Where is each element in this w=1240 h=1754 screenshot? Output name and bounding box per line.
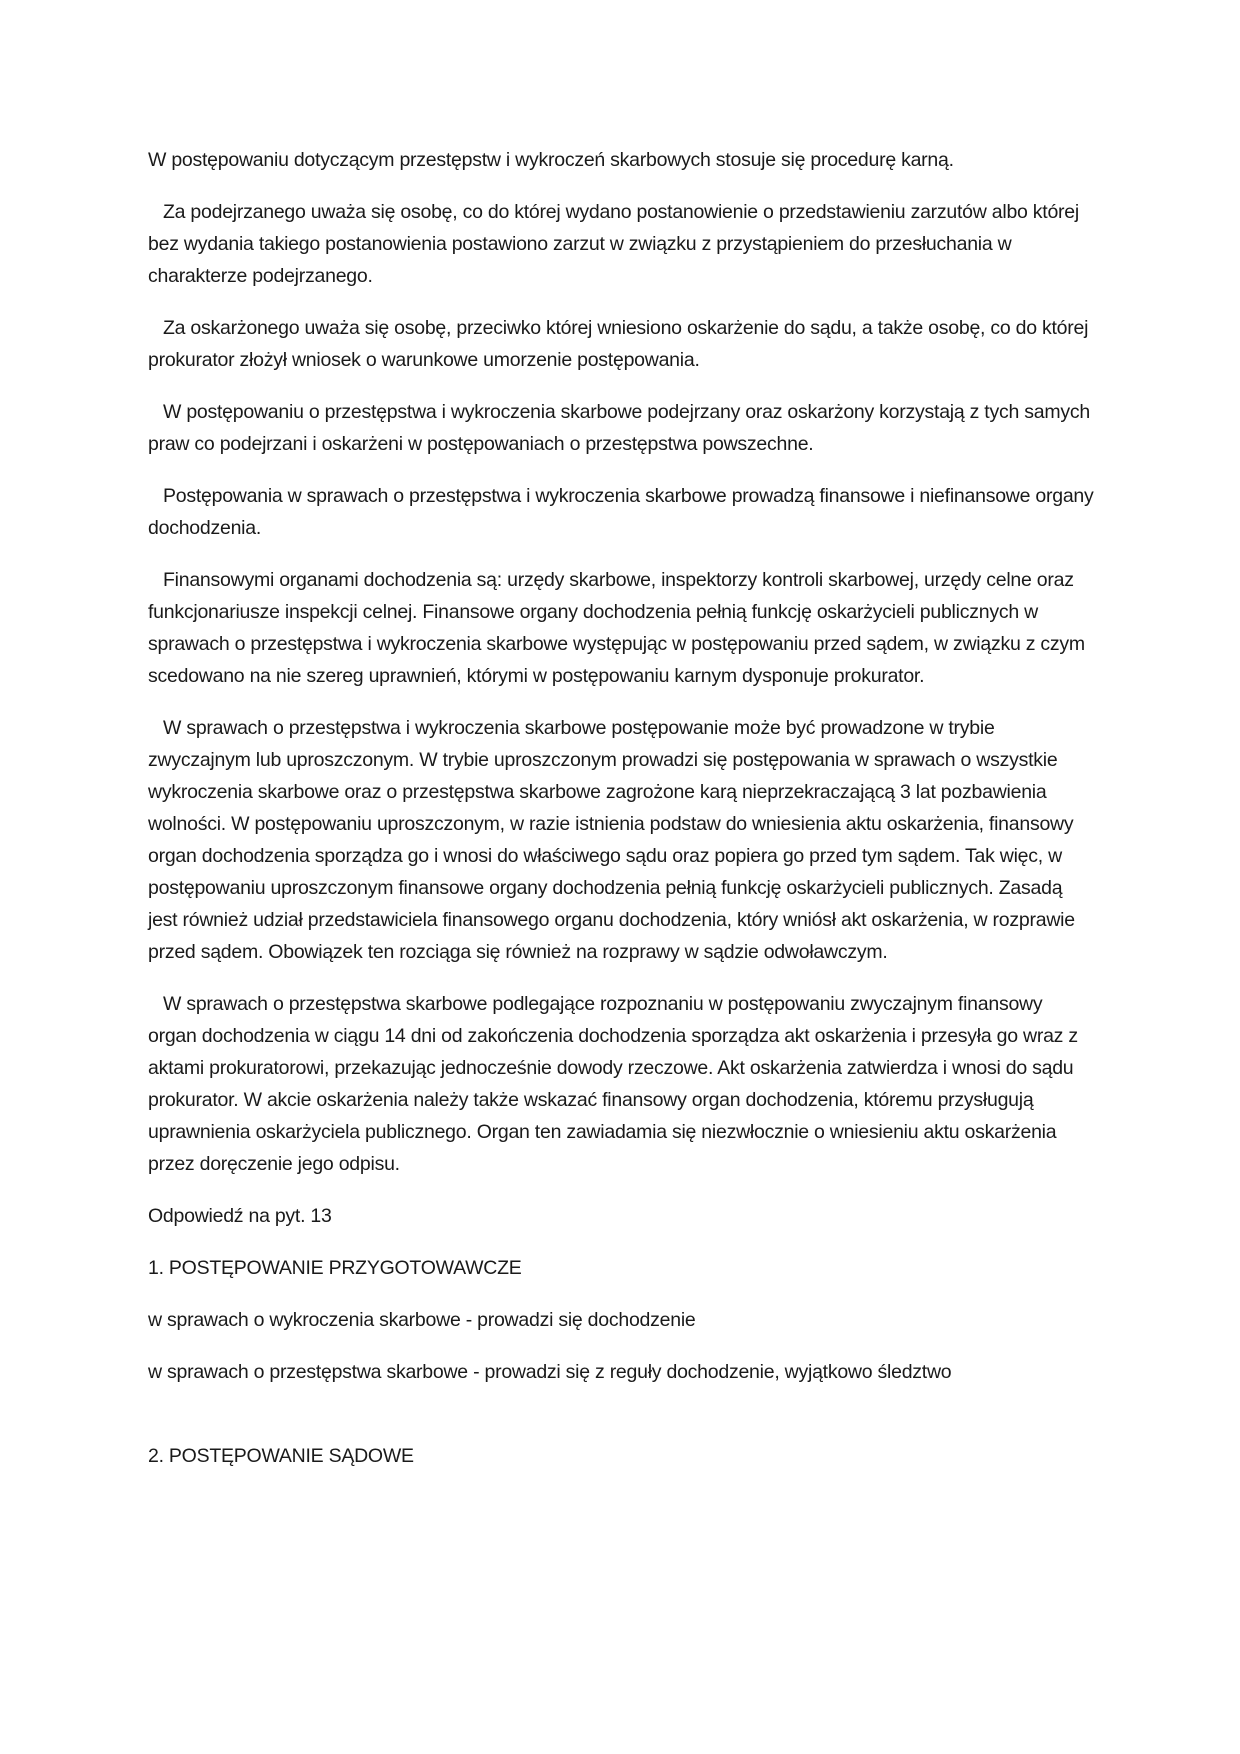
paragraph-financial-bodies: Finansowymi organami dochodzenia są: urzędy skarbowe, inspektorzy kontroli skarbowej, urzędy celne oraz funkcjonariusze inspekcji celnej. Finansowe organy dochodzenia pełnią funkcję oskarżycieli publicznych w sprawach o przestępstwa i wykroczenia skarbowe występując w postępowaniu przed sądem, w związku z czym scedowano na nie szereg uprawnień, którymi w postępowaniu karnym dysponuje prokurator.	[148, 569, 1085, 687]
section-heading-preparatory: 1. POSTĘPOWANIE PRZYGOTOWAWCZE	[148, 1257, 522, 1279]
paragraph-intro: W postępowaniu dotyczącym przestępstw i wykroczeń skarbowych stosuje się procedurę karną.	[148, 149, 954, 171]
paragraph-accused: Za oskarżonego uważa się osobę, przeciwko której wniesiono oskarżenie do sądu, a także osobę, co do której prokurator złożył wniosek o warunkowe umorzenie postępowania.	[148, 317, 1089, 371]
paragraph-suspect: Za podejrzanego uważa się osobę, co do której wydano postanowienie o przedstawieniu zarzutów albo której bez wydania takiego postanowienia postawiono zarzut w związku z przystąpieniem do przesłuchania w charakterze podejrzanego.	[148, 201, 1079, 287]
paragraph-simplified-procedure: W sprawach o przestępstwa i wykroczenia skarbowe postępowanie może być prowadzone w trybie zwyczajnym lub uproszczonym. W trybie uproszczonym prowadzi się postępowania w sprawach o wszystkie wykroczenia skarbowe oraz o przestępstwa skarbowe zagrożone karą nieprzekraczającą 3 lat pozbawienia wolności. W postępowaniu uproszczonym, w razie istnienia podstaw do wniesienia aktu oskarżenia, finansowy organ dochodzenia sporządza go i wnosi do właściwego sądu oraz popiera go przed tym sądem. Tak więc, w postępowaniu uproszczonym finansowe organy dochodzenia pełnią funkcję oskarżycieli publicznych. Zasadą jest również udział przedstawiciela finansowego organu dochodzenia, który wniósł akt oskarżenia, w rozprawie przed sądem. Obowiązek ten rozciąga się również na rozprawy w sądzie odwoławczym.	[148, 717, 1075, 963]
paragraph-rights: W postępowaniu o przestępstwa i wykroczenia skarbowe podejrzany oraz oskarżony korzystają z tych samych praw co podejrzani i oskarżeni w postępowaniach o przestępstwa powszechne.	[148, 401, 1090, 455]
list-item-offences: w sprawach o wykroczenia skarbowe - prowadzi się dochodzenie	[148, 1309, 696, 1331]
paragraph-ordinary-procedure: W sprawach o przestępstwa skarbowe podlegające rozpoznaniu w postępowaniu zwyczajnym finansowy organ dochodzenia w ciągu 14 dni od zakończenia dochodzenia sporządza akt oskarżenia i przesyła go wraz z aktami prokuratorowi, przekazując jednocześnie dowody rzeczowe. Akt oskarżenia zatwierdza i wnosi do sądu prokurator. W akcie oskarżenia należy także wskazać finansowy organ dochodzenia, któremu przysługują uprawnienia oskarżyciela publicznego. Organ ten zawiadamia się niezwłocznie o wniesieniu aktu oskarżenia przez doręczenie jego odpisu.	[148, 993, 1078, 1175]
list-item-crimes: w sprawach o przestępstwa skarbowe - prowadzi się z reguły dochodzenie, wyjątkowo śledztwo	[148, 1361, 952, 1383]
section-heading-court: 2. POSTĘPOWANIE SĄDOWE	[148, 1445, 414, 1467]
paragraph-investigation-bodies: Postępowania w sprawach o przestępstwa i wykroczenia skarbowe prowadzą finansowe i niefinansowe organy dochodzenia.	[148, 485, 1094, 539]
answer-heading: Odpowiedź na pyt. 13	[148, 1205, 332, 1227]
document-body	[148, 144, 1096, 1492]
